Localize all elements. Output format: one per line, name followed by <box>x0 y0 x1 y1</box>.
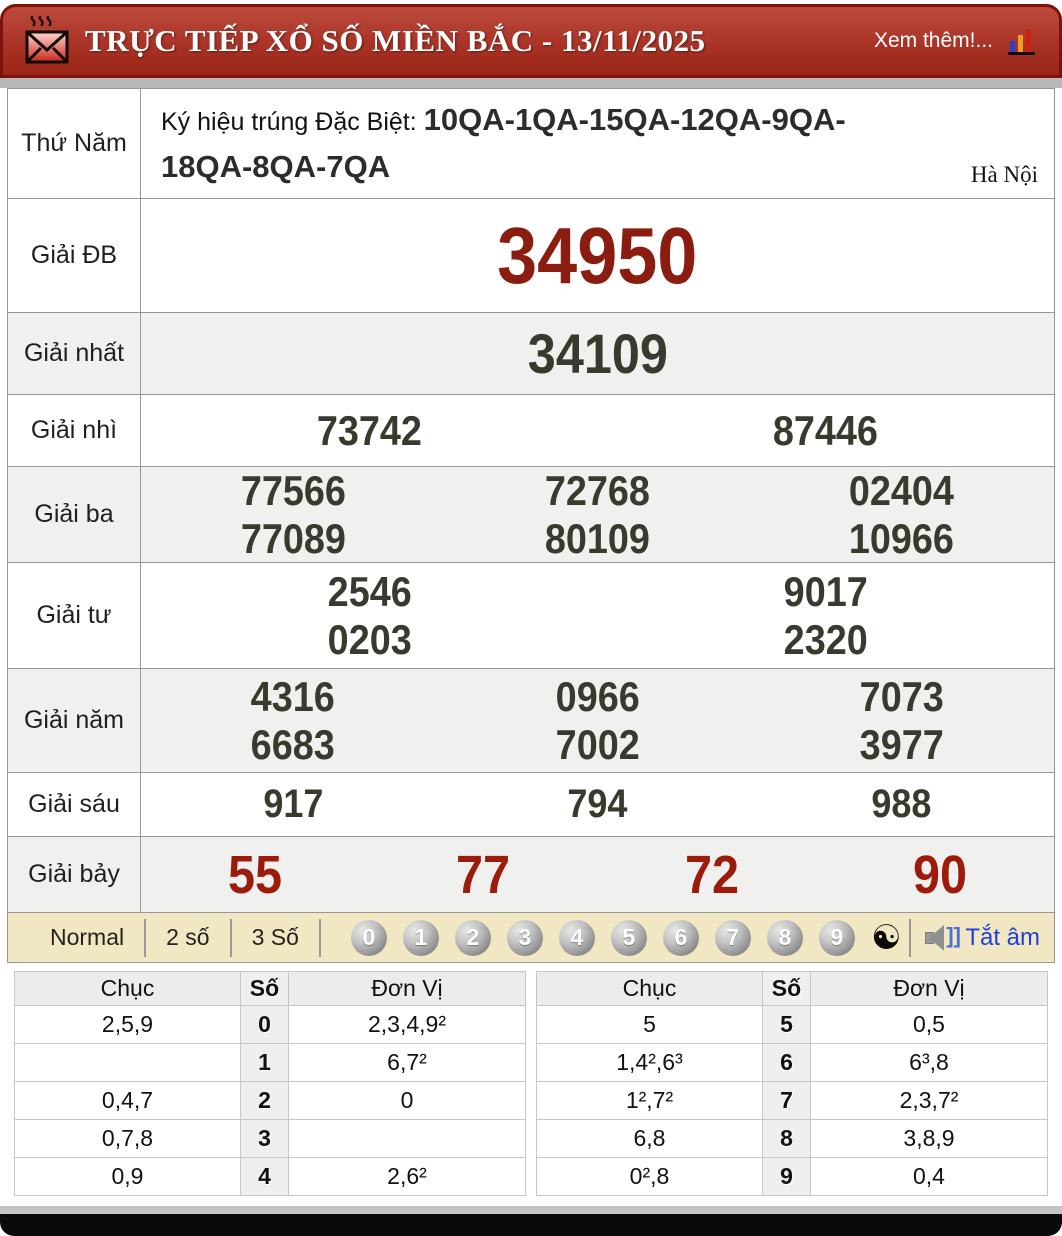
prize-label: Giải sáu <box>8 773 141 836</box>
tens-cell: 5 <box>537 1006 763 1044</box>
digit-cell: 7 <box>763 1082 811 1120</box>
tens-cell: 6,8 <box>537 1120 763 1158</box>
prize-label: Giải năm <box>8 669 141 772</box>
stats-row <box>15 1120 526 1158</box>
prize-value: 10966 <box>849 514 955 562</box>
digit-cell: 6 <box>763 1044 811 1082</box>
prize-row-special <box>8 198 1054 312</box>
units-cell: 0,5 <box>811 1006 1048 1044</box>
prize-row-seventh <box>8 836 1054 912</box>
prize-value: 34109 <box>527 322 668 385</box>
tens-cell <box>15 1044 241 1082</box>
bar-chart-icon[interactable] <box>1007 26 1037 56</box>
number-ball-6[interactable]: 6 <box>663 920 699 956</box>
region-label: Hà Nội <box>970 162 1038 187</box>
digit-cell: 3 <box>241 1120 289 1158</box>
toolbar-divider <box>909 919 911 957</box>
number-ball-group <box>351 917 902 958</box>
prize-row-sixth <box>8 772 1054 836</box>
mode-3-digit-button[interactable]: 3 Số <box>251 924 299 950</box>
digit-cell: 0 <box>241 1006 289 1044</box>
tens-cell: 1²,7² <box>537 1082 763 1120</box>
prize-label: Giải bảy <box>8 837 141 912</box>
prize-value: 988 <box>871 782 932 826</box>
number-ball-2[interactable]: 2 <box>455 920 491 956</box>
prize-value: 7073 <box>859 672 944 720</box>
col-header-tens: Chục <box>537 972 763 1006</box>
units-cell: 2,6² <box>289 1158 526 1196</box>
prize-value: 72 <box>684 844 739 905</box>
draw-info-row <box>8 88 1054 198</box>
digit-stats-section <box>14 971 1048 1196</box>
stats-row <box>15 1082 526 1120</box>
footer-black-bar <box>0 1214 1062 1236</box>
prize-row-fifth <box>8 668 1054 772</box>
number-ball-4[interactable]: 4 <box>559 920 595 956</box>
prize-label: Giải tư <box>8 563 141 668</box>
prize-row-first <box>8 312 1054 394</box>
col-header-digit: Số <box>763 972 811 1006</box>
prize-value: 73742 <box>316 406 422 454</box>
header-bottom-band <box>0 78 1062 88</box>
digit-cell: 4 <box>241 1158 289 1196</box>
symbol-label: Ký hiệu trúng Đặc Biệt: <box>161 108 424 136</box>
prize-value: 794 <box>567 782 628 826</box>
prize-value: 3977 <box>859 720 944 768</box>
units-cell: 0 <box>289 1082 526 1120</box>
tens-cell: 0,9 <box>15 1158 241 1196</box>
mode-2-digit-button[interactable]: 2 số <box>166 924 210 950</box>
mute-button[interactable]: Tắt âm <box>965 923 1040 951</box>
yin-yang-icon[interactable]: ☯ <box>870 917 902 958</box>
stats-row <box>537 1082 1048 1120</box>
prize-value: 0966 <box>555 672 640 720</box>
stats-row <box>537 1044 1048 1082</box>
prize-value: 72768 <box>544 466 651 514</box>
col-header-units: Đơn Vị <box>289 972 526 1006</box>
stats-row <box>537 1158 1048 1196</box>
header-bar <box>0 4 1062 78</box>
digit-cell: 5 <box>763 1006 811 1044</box>
prize-value: 87446 <box>773 406 879 454</box>
prize-label: Giải ba <box>8 467 141 562</box>
mute-control[interactable] <box>905 919 1040 957</box>
toolbar-divider <box>319 919 321 957</box>
stats-row <box>15 1044 526 1082</box>
toolbar-divider <box>230 919 232 957</box>
prize-value: 2320 <box>783 615 868 663</box>
page-title: TRỰC TIẾP XỔ SỐ MIỀN BẮC - 13/11/2025 <box>85 23 706 58</box>
prize-row-second <box>8 394 1054 466</box>
number-ball-7[interactable]: 7 <box>715 920 751 956</box>
prize-value: 34950 <box>497 210 698 300</box>
number-ball-5[interactable]: 5 <box>611 920 647 956</box>
number-ball-0[interactable]: 0 <box>351 920 387 956</box>
digit-cell: 1 <box>241 1044 289 1082</box>
prize-row-third <box>8 466 1054 562</box>
number-ball-1[interactable]: 1 <box>403 920 439 956</box>
stats-row <box>15 1158 526 1196</box>
stats-row <box>537 1120 1048 1158</box>
stats-table-left <box>14 971 526 1196</box>
number-ball-8[interactable]: 8 <box>767 920 803 956</box>
digit-cell: 9 <box>763 1158 811 1196</box>
prize-row-fourth <box>8 562 1054 668</box>
display-toolbar <box>8 912 1054 962</box>
number-ball-9[interactable]: 9 <box>819 920 855 956</box>
prize-value: 55 <box>228 844 283 905</box>
stats-row <box>537 1006 1048 1044</box>
prize-value: 80109 <box>544 514 651 562</box>
hot-envelope-icon <box>25 16 69 66</box>
prize-label: Giải ĐB <box>8 199 141 312</box>
symbol-code: 10QA-1QA-15QA-12QA-9QA-18QA-8QA-7QA <box>161 102 846 184</box>
digit-cell: 2 <box>241 1082 289 1120</box>
col-header-digit: Số <box>241 972 289 1006</box>
toolbar-divider <box>144 919 146 957</box>
tens-cell: 2,5,9 <box>15 1006 241 1044</box>
results-table <box>7 88 1055 963</box>
tens-cell: 1,4²,6³ <box>537 1044 763 1082</box>
stats-row <box>15 1006 526 1044</box>
prize-value: 02404 <box>849 466 955 514</box>
prize-value: 9017 <box>783 567 868 615</box>
prize-value: 4316 <box>251 672 336 720</box>
prize-value: 77566 <box>240 466 346 514</box>
units-cell: 3,8,9 <box>811 1120 1048 1158</box>
stats-table-right <box>536 971 1048 1196</box>
prize-value: 7002 <box>555 720 640 768</box>
col-header-tens: Chục <box>15 972 241 1006</box>
tens-cell: 0²,8 <box>537 1158 763 1196</box>
tens-cell: 0,7,8 <box>15 1120 241 1158</box>
mode-normal-button[interactable]: Normal <box>50 924 125 950</box>
tens-cell: 0,4,7 <box>15 1082 241 1120</box>
units-cell <box>289 1120 526 1158</box>
footer-gray-band <box>0 1206 1062 1214</box>
prize-label: Giải nhì <box>8 395 141 466</box>
prize-value: 2546 <box>327 567 412 615</box>
see-more-link[interactable]: Xem thêm!... <box>873 29 993 52</box>
prize-label: Giải nhất <box>8 313 141 394</box>
number-ball-3[interactable]: 3 <box>507 920 543 956</box>
prize-value: 917 <box>263 782 324 826</box>
prize-value: 6683 <box>251 720 336 768</box>
prize-value: 0203 <box>327 615 412 663</box>
units-cell: 0,4 <box>811 1158 1048 1196</box>
units-cell: 2,3,4,9² <box>289 1006 526 1044</box>
digit-cell: 8 <box>763 1120 811 1158</box>
prize-value: 77 <box>456 844 511 905</box>
prize-value: 77089 <box>240 514 346 562</box>
units-cell: 6³,8 <box>811 1044 1048 1082</box>
prize-value: 90 <box>912 844 967 905</box>
units-cell: 2,3,7² <box>811 1082 1048 1120</box>
weekday-label: Thứ Năm <box>8 89 141 198</box>
speaker-icon[interactable]: ]] <box>925 924 955 952</box>
units-cell: 6,7² <box>289 1044 526 1082</box>
col-header-units: Đơn Vị <box>811 972 1048 1006</box>
